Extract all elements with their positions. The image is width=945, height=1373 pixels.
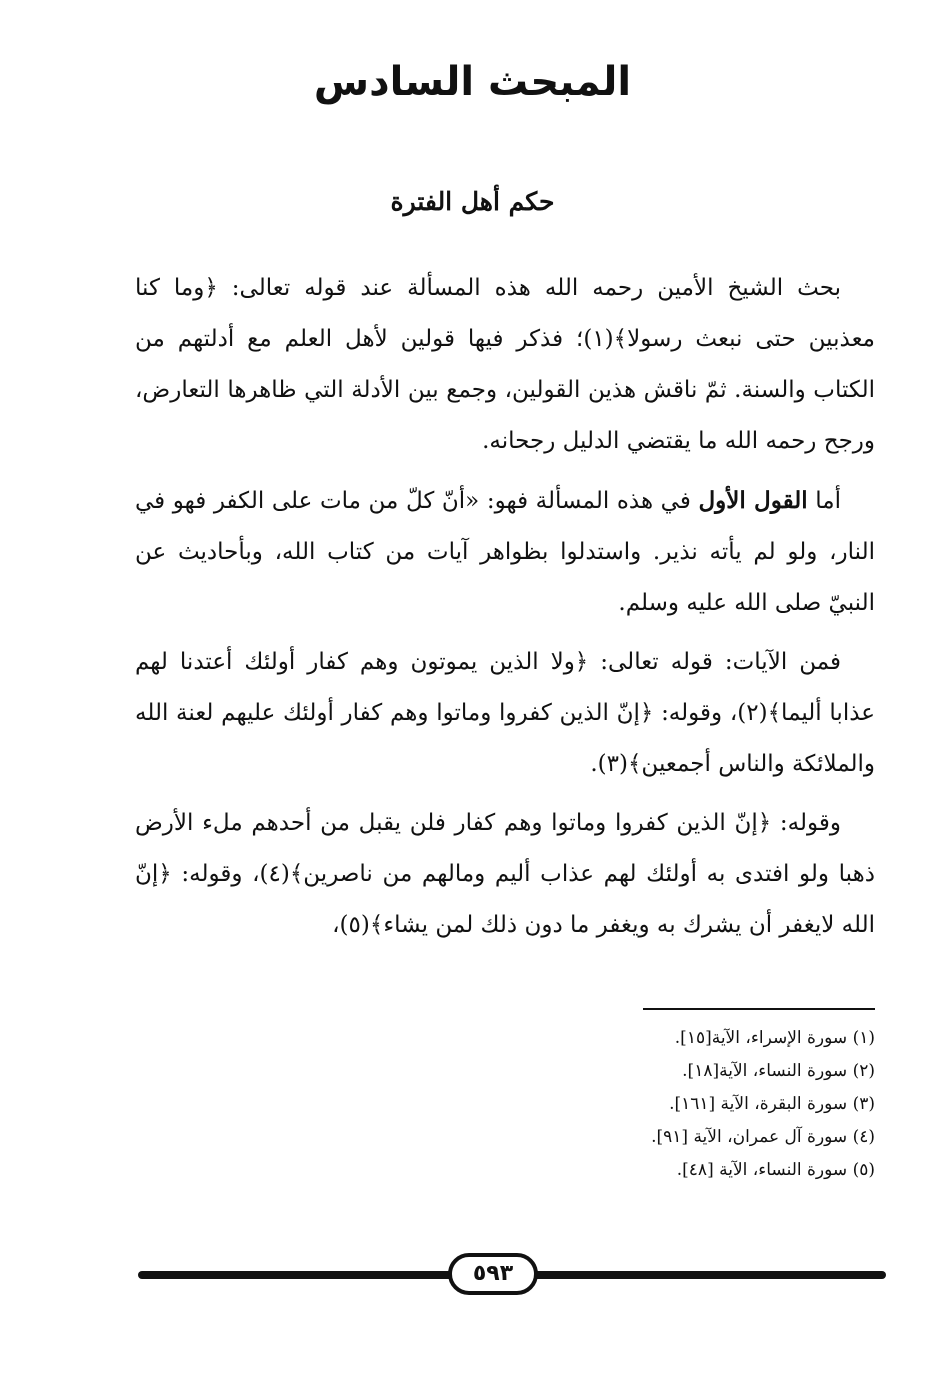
footnote-5: (٥) سورة النساء، الآية [٤٨]. (676, 1160, 875, 1180)
main-text (135, 263, 875, 959)
section-title: حكم أهل الفترة (390, 187, 555, 216)
footnote-4: (٤) سورة آل عمران، الآية [٩١]. (651, 1127, 875, 1147)
page-number: ٥٩٣ (448, 1253, 538, 1295)
chapter-title: المبحث السادس (313, 59, 632, 105)
paragraph-4: وقوله: ﴿إنّ الذين كفروا وماتوا وهم كفار فلن يقبل من أحدهم ملء الأرض ذهبا ولو افتدى به أولئك لهم عذاب أليم ومالهم من ناصرين﴾(٤)، وقوله: ﴿إنّ الله لايغفر أن يشرك به ويغفر ما دون ذلك لمن يشاء﴾(٥)، (135, 810, 875, 938)
footnote-separator (643, 1008, 875, 1010)
paragraph-2-prefix: أما (807, 488, 841, 514)
paragraph-2-rest: في هذه المسألة فهو: «أنّ كلّ من مات على الكفر فهو في النار، ولو لم يأته نذير. واستدلوا بظواهر آيات من كتاب الله، وبأحاديث عن النبيّ صلى الله عليه وسلم. (135, 488, 875, 616)
footnotes-list (455, 1022, 875, 1187)
footnote-2: (٢) سورة النساء، الآية[١٨]. (682, 1061, 875, 1081)
first-opinion-label: القول الأول (698, 487, 808, 514)
footnote-3: (٣) سورة البقرة، الآية [١٦١]. (669, 1094, 875, 1114)
paragraph-1: بحث الشيخ الأمين رحمه الله هذه المسألة عند قوله تعالى: ﴿وما كنا معذبين حتى نبعث رسولا﴾(١)؛ فذكر فيها قولين لأهل العلم مع أدلتهم من الكتاب والسنة. ثمّ ناقش هذين القولين، وجمع بين الأدلة التي ظاهرها التعارض، ورجح رحمه الله ما يقتضي الدليل رجحانه. (135, 275, 875, 454)
paragraph-3: فمن الآيات: قوله تعالى: ﴿ولا الذين يموتون وهم كفار أولئك أعتدنا لهم عذابا أليما﴾(٢)، وقوله: ﴿إنّ الذين كفروا وماتوا وهم كفار أولئك عليهم لعنة الله والملائكة والناس أجمعين﴾(٣). (135, 649, 876, 777)
paragraph-2 (135, 475, 875, 629)
footnote-1: (١) سورة الإسراء، الآية[١٥]. (674, 1028, 875, 1048)
page-footer (138, 1245, 886, 1305)
